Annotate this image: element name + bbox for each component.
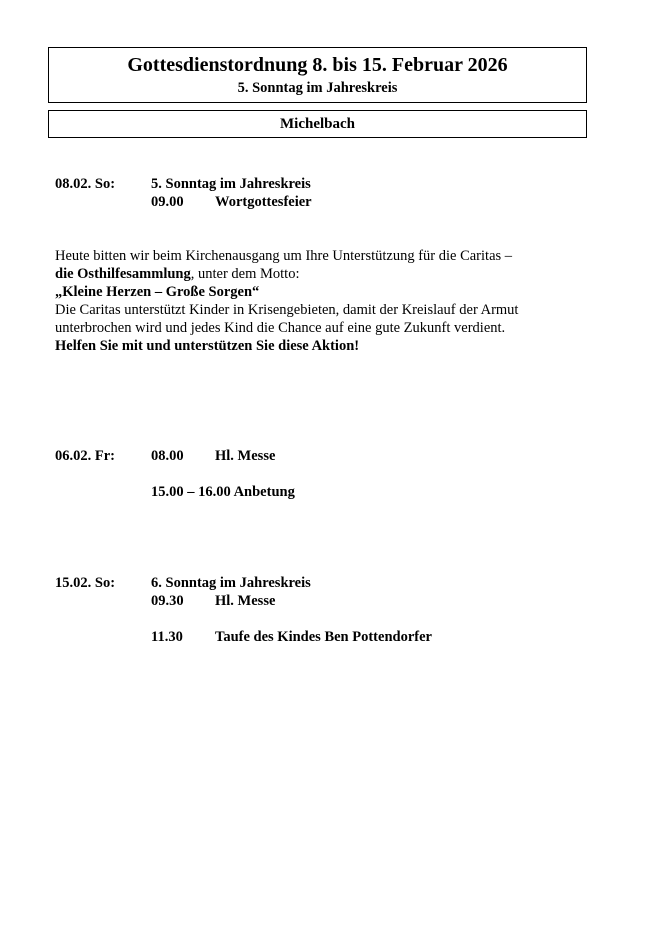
notice-line-4: Die Caritas unterstützt Kinder in Krisengebieten, damit der Kreislauf der Armut — [55, 302, 519, 318]
block2-desc-1: Hl. Messe — [215, 448, 276, 464]
notice-motto: „Kleine Herzen – Große Sorgen“ — [55, 284, 260, 300]
notice-line-2-bold: die Osthilfesammlung — [55, 266, 191, 282]
page-subtitle: 5. Sonntag im Jahreskreis — [237, 80, 398, 96]
block3-date: 15.02. So: — [55, 575, 116, 591]
block1-desc: Wortgottesfeier — [215, 194, 312, 210]
page-title: Gottesdienstordnung 8. bis 15. Februar 2026 — [127, 54, 508, 76]
block1-heading: 5. Sonntag im Jahreskreis — [151, 176, 311, 192]
notice-line-1: Heute bitten wir beim Kirchenausgang um Ihre Unterstützung für die Caritas – — [55, 248, 513, 264]
title-box — [48, 47, 587, 103]
notice-line-5: unterbrochen wird und jedes Kind die Chance auf eine gute Zukunft verdient. — [55, 320, 506, 336]
block3-time-2: 11.30 — [151, 629, 183, 645]
block3-desc-1: Hl. Messe — [215, 593, 276, 609]
notice-line-2-rest: , unter dem Motto: — [190, 266, 300, 282]
place-box — [48, 110, 587, 138]
block2-time-1: 08.00 — [151, 448, 184, 464]
notice-line-2 — [55, 265, 300, 283]
block3-heading: 6. Sonntag im Jahreskreis — [151, 575, 311, 591]
block2-date: 06.02. Fr: — [55, 448, 115, 464]
block2-line-2: 15.00 – 16.00 Anbetung — [151, 484, 295, 500]
block3-time-1: 09.30 — [151, 593, 184, 609]
block1-date: 08.02. So: — [55, 176, 116, 192]
place-name: Michelbach — [280, 116, 355, 132]
block3-desc-2: Taufe des Kindes Ben Pottendorfer — [215, 629, 432, 645]
notice-line-6: Helfen Sie mit und unterstützen Sie diese Aktion! — [55, 338, 360, 354]
block1-time: 09.00 — [151, 194, 184, 210]
